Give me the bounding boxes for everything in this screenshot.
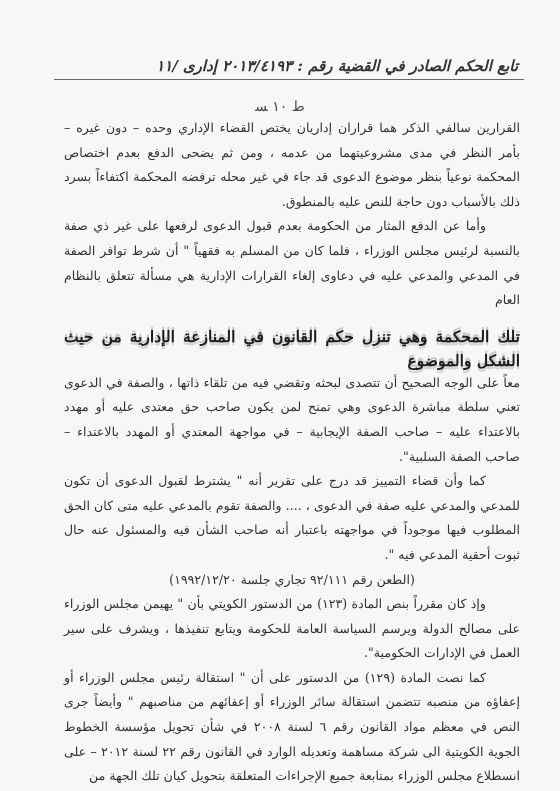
citation: (الطعن رقم ٩٢/١١١ تجاري جلسة ١٩٩٢/١٢/٢٠) [169, 571, 415, 587]
document-body [64, 116, 520, 789]
paragraph-1: القرارين سالفي الذكر هما قراران إداريان يختص القضاء الإداري وحده – دون غيره – بأمر النظر في مدى مشروعيتهما من عدمه ، ومن ثم يضحى الدفع بعدم اختصاص المحكمة نوعياً بنظر موضوع الدعوى قد جاء في غير محله ترفضه المحكمة اكتفاءاً بسرد ذلك بالأسباب دون حاجة للنص عليه بالمنطوق. [64, 120, 520, 209]
paragraph-4: وإذ كان مقرراً بنص المادة (١٢٣) من الدستور الكويتي بأن " يهيمن مجلس الوزراء على مصالح الدولة ويرسم السياسة العامة للحكومة ويتابع تنفيذها ، ويشرف على سير العمل في الإدارات الحكومية". [64, 596, 520, 661]
header-divider [54, 79, 524, 80]
stamped-line: تلك المحكمة وهي تنزل حكم القانون في المنازعة الإدارية من حيث الشكل والموضوع [64, 326, 520, 370]
paragraph-2: وأما عن الدفع المثار من الحكومة بعدم قبول الدعوى لرفعها على غير ذي صفة بالنسبة لرئيس مجلس الوزراء ، فلما كان من المسلم به فقهياً " أن شرط توافر الصفة في المدعي والمدعي عليه في دعاوى إلغاء القرارات الإدارية هي مسألة تتعلق بالنظام العام [64, 218, 520, 308]
page-number: ط ١٠ ﺴ [255, 99, 305, 115]
header-title: تابع الحكم الصادر في القضية رقم : ٢٠١٣/٤١٩٣ إدارى /١١ [156, 57, 518, 75]
paragraph-3: كما وأن قضاء التمييز قد درج على تقرير أنه " يشترط لقبول الدعوى أن تكون للمدعي والمدعي عليه صفة في الدعوى ، .... والصفة تقوم بالمدعي عليه متى كان الحق المطلوب فيها موجوداً في مواجهته باعتبار أنه صاحب الشأن فيه والمسئول عنه حال ثبوت أحقية المدعي فيه ". [64, 473, 520, 562]
paragraph-5: كما نصت المادة (١٢٩) من الدستور على أن " استقالة رئيس مجلس الوزراء أو إعفاؤه من منصبه تتضمن استقالة سائر الوزراء أو إعفائهم من مناصبهم " وأيضاً جرى النص في معظم مواد القانون رقم ٦ لسنة ٢٠٠٨ في شأن تحويل مؤسسة الخطوط الجوية الكويتية الى شركة مساهمة وتعديله الوارد في القانون رقم ٢٢ لسنة ٢٠١٢ – على انسطلاع مجلس الوزراء بمتابعة جميع الإجراءات المتعلقة بتحويل كيان تلك الجهة من [64, 669, 521, 784]
spacer [64, 313, 520, 323]
paragraph-2-continued: معاً على الوجه الصحيح أن تتصدى لبحثه وتقضي فيه من تلقاء ذاتها ، والصفة في الدعوى تعني سلطة مباشرة الدعوى وهي تمنح لمن يكون صاحب حق معتدى عليه أو مهدد بالاعتداء عليه – صاحب الصفة الإيجابية – في مواجهة المعتدي أو المهدد بالاعتداء – صاحب الصفة السلبية". [64, 374, 520, 464]
page-header [60, 57, 518, 75]
